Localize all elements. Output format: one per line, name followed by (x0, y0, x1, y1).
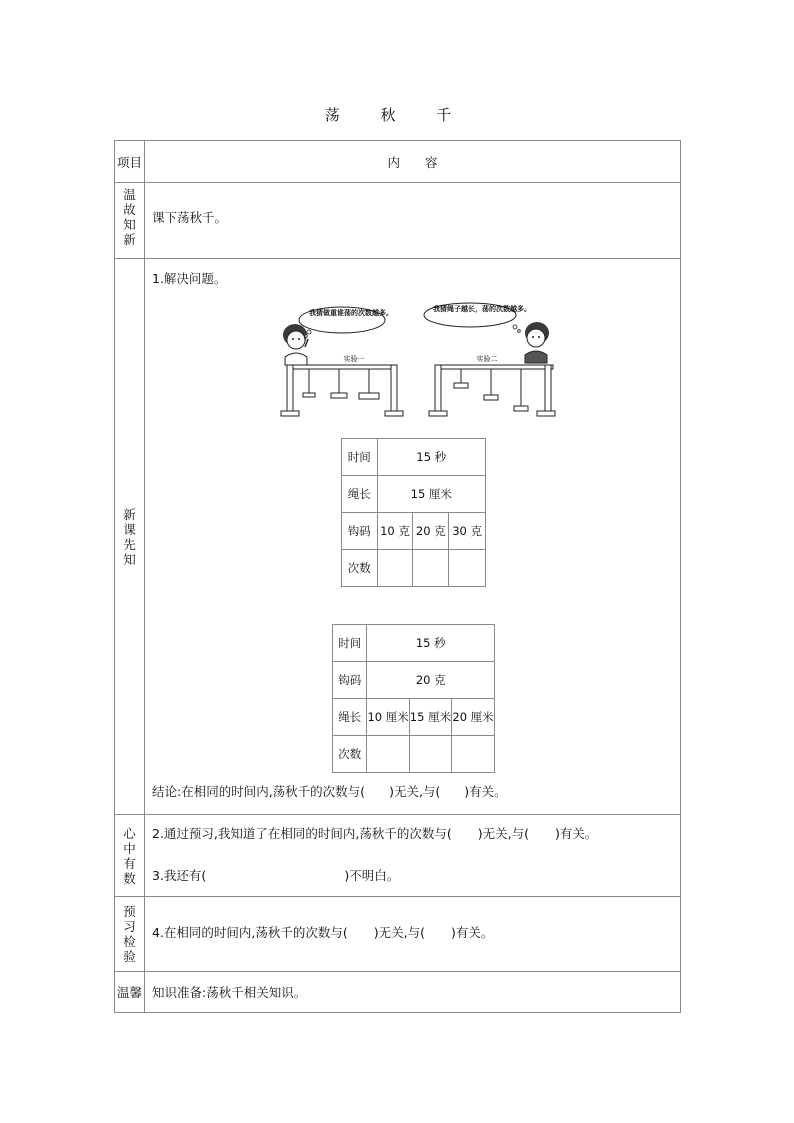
mind-content-cell (145, 815, 681, 897)
speech-bubble-1 (299, 307, 393, 337)
q2-part-a: 2.通过预习,我知道了在相同的时间内,荡秋千的次数与( (152, 826, 452, 841)
q3-part-b: )不明白。 (344, 868, 400, 883)
review-text: 课下荡秋千。 (152, 210, 228, 225)
tip-label-cell (115, 972, 145, 1013)
experiment-2-label: 实验二 (476, 355, 498, 363)
mind-label: 心中有数 (123, 825, 136, 886)
q4-part-a: 4.在相同的时间内,荡秋千的次数与( (152, 925, 348, 940)
t2-rope-1: 10 厘米 (367, 699, 409, 736)
q4-part-b: )无关,与( (373, 925, 426, 940)
data-table-1 (341, 438, 486, 587)
t1-weight-3: 30 克 (449, 513, 486, 550)
girl-figure (525, 322, 549, 363)
q2-part-b: )无关,与( (477, 826, 529, 841)
tip-content-cell (145, 972, 681, 1013)
conclusion-part-a: 结论:在相同的时间内,荡秋千的次数与( (152, 784, 366, 799)
t2-count-label: 次数 (333, 736, 367, 773)
t2-count-blank-2[interactable] (409, 736, 451, 773)
page-title: 荡 秋 千 (324, 106, 470, 124)
bubble-1-text: 我猜做重谁荡的次数越多。 (309, 309, 393, 317)
speech-bubble-2 (424, 303, 531, 332)
worksheet-table (114, 140, 681, 1013)
t2-time-value: 15 秒 (367, 625, 495, 662)
t2-rope-label: 绳长 (333, 699, 367, 736)
conclusion-part-b: )无关,与( (389, 784, 441, 799)
question-3 (152, 866, 399, 884)
header-item-cell (115, 141, 145, 183)
t1-weight-1: 10 克 (377, 513, 413, 550)
t2-rope-2: 15 厘米 (409, 699, 451, 736)
t2-weight-label: 钩码 (333, 662, 367, 699)
question-1: 1.解决问题。 (152, 271, 227, 286)
t2-count-blank-3[interactable] (452, 736, 495, 773)
tip-label: 温馨 (116, 985, 142, 1000)
check-content-cell (145, 897, 681, 972)
review-label: 温故知新 (123, 187, 136, 247)
t1-rope-label: 绳长 (342, 476, 378, 513)
bubble-2-text: 我猜绳子越长，荡的次数越多。 (433, 305, 531, 313)
data-table-2 (332, 624, 495, 773)
conclusion-part-c: )有关。 (464, 784, 507, 799)
q4-part-c: )有关。 (451, 925, 494, 940)
check-label: 预习检验 (123, 904, 136, 964)
t1-time-value: 15 秒 (377, 439, 485, 476)
mind-label-cell (115, 815, 145, 897)
review-label-cell (115, 183, 145, 259)
review-content-cell (145, 183, 681, 259)
t1-weight-label: 钩码 (342, 513, 378, 550)
t2-rope-3: 20 厘米 (452, 699, 495, 736)
q2-part-c: )有关。 (555, 826, 598, 841)
t2-time-label: 时间 (333, 625, 367, 662)
t1-rope-value: 15 厘米 (377, 476, 485, 513)
conclusion-line (152, 782, 507, 800)
new-content-cell (145, 259, 681, 815)
q3-part-a: 3.我还有( (152, 868, 207, 883)
experiment-1-label: 实验一 (343, 355, 365, 363)
question-2 (152, 824, 597, 842)
swing-experiment-illustration (275, 303, 555, 421)
check-label-cell (115, 897, 145, 972)
t1-count-label: 次数 (342, 550, 378, 587)
header-content-cell (145, 141, 681, 183)
tip-text: 知识准备:荡秋千相关知识。 (152, 985, 307, 1000)
t2-weight-value: 20 克 (367, 662, 495, 699)
boy-figure (283, 324, 308, 365)
t1-weight-2: 20 克 (413, 513, 449, 550)
new-label-cell (115, 259, 145, 815)
t1-time-label: 时间 (342, 439, 378, 476)
t2-count-blank-1[interactable] (367, 736, 409, 773)
header-item-label: 项目 (116, 154, 142, 170)
question-4 (152, 923, 493, 941)
t1-count-blank-3[interactable] (449, 550, 486, 587)
t1-count-blank-1[interactable] (377, 550, 413, 587)
new-label: 新课先知 (123, 506, 136, 567)
t1-count-blank-2[interactable] (413, 550, 449, 587)
header-content-label: 内 容 (387, 154, 438, 170)
